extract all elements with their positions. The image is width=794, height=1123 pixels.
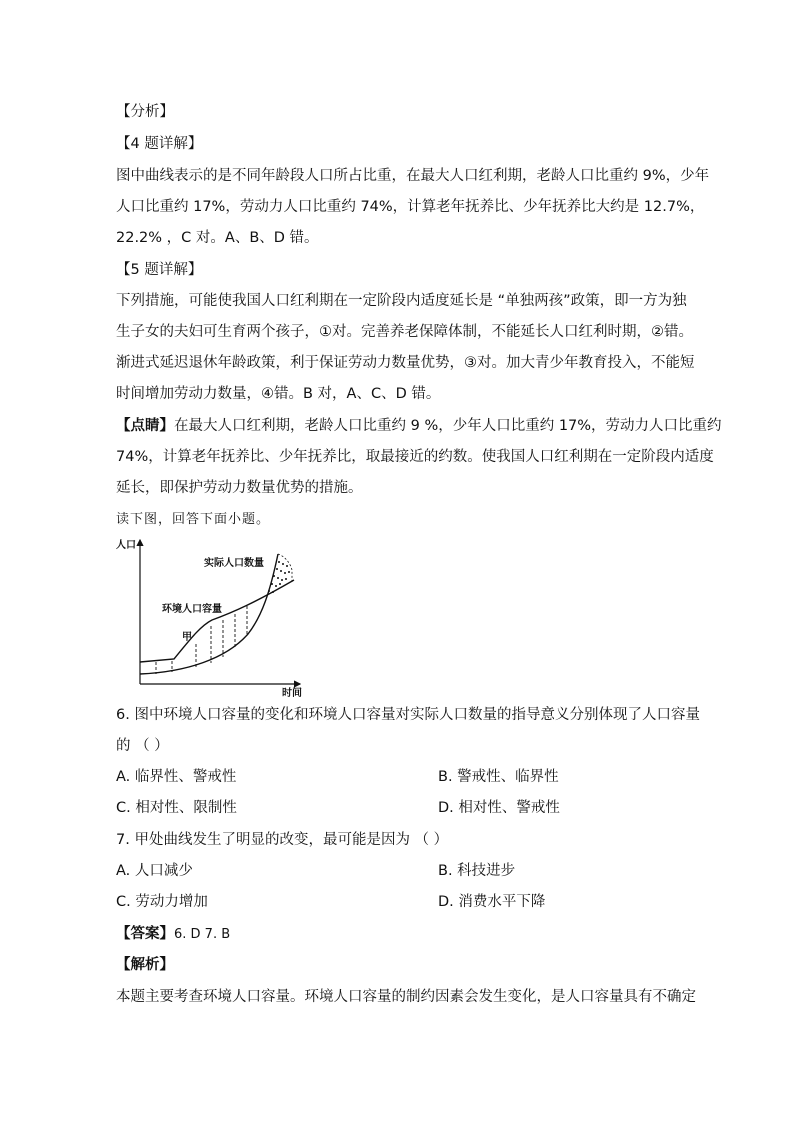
overshoot-region — [262, 556, 292, 598]
population-capacity-figure — [116, 534, 306, 700]
dianjing-text: 在最大人口红利期，老龄人口比重约 9 %，少年人口比重约 17%，劳动力人口比重约 — [174, 418, 722, 434]
jia-label: 甲 — [182, 632, 192, 643]
paragraph-line: 22.2% ，C 对。A、B、D 错。 — [116, 230, 319, 246]
q7-option-c: C. 劳动力增加 — [116, 894, 208, 910]
q6-option-b: B. 警戒性、临界性 — [438, 769, 559, 785]
overshoot-outline — [278, 554, 292, 582]
q7-option-a: A. 人口减少 — [116, 863, 193, 879]
section-q5-heading: 【5 题详解】 — [116, 262, 203, 278]
paragraph-line: 生子女的夫妇可生育两个孩子，①对。完善养老保障体制，不能延长人口红利时期，②错。 — [116, 324, 693, 340]
paragraph-line: 图中曲线表示的是不同年龄段人口所占比重，在最大人口红利期，老龄人口比重约 9%，少年 — [116, 168, 710, 184]
paragraph-line: 渐进式延迟退休年龄政策，利于保证劳动力数量优势，③对。加大青少年教育投入，不能短 — [116, 355, 695, 371]
answer-label: 【答案】 — [116, 926, 174, 942]
q6-option-c: C. 相对性、限制性 — [116, 800, 237, 816]
answer-text: 6. D 7. B — [174, 927, 231, 942]
paragraph-line: 下列措施，可能使我国人口红利期在一定阶段内适度延长是 “单独两孩”政策，即一方为独 — [116, 293, 687, 309]
analysis-text: 本题主要考查环境人口容量。环境人口容量的制约因素会发生变化，是人口容量具有不确定 — [116, 989, 696, 1005]
dianjing-label: 【点睛】 — [116, 418, 174, 434]
paragraph-line — [116, 416, 722, 436]
q7-stem: 7. 甲处曲线发生了明显的改变，最可能是因为 （ ） — [116, 832, 449, 848]
paragraph-line: 人口比重约 17%，劳动力人口比重约 74%，计算老年抚养比、少年抚养比大约是 12.7%， — [116, 199, 705, 215]
x-axis-label: 时间 — [282, 688, 302, 699]
capacity-curve — [140, 580, 294, 662]
analysis-heading: 【解析】 — [116, 957, 174, 973]
answer-line — [116, 924, 230, 945]
figure-instruction: 读下图，回答下面小题。 — [116, 512, 271, 527]
q6-stem: 6. 图中环境人口容量的变化和环境人口容量对实际人口数量的指导意义分别体现了人口容量 — [116, 707, 700, 723]
paragraph-line: 延长，即保护劳动力数量优势的措施。 — [116, 480, 363, 496]
q6-option-d: D. 相对性、警戒性 — [438, 800, 560, 816]
y-axis-label: 人口 — [116, 540, 136, 551]
paragraph-line: 时间增加劳动力数量，④错。B 对，A、C、D 错。 — [116, 386, 441, 402]
q6-option-a: A. 临界性、警戒性 — [116, 769, 237, 785]
paragraph-line: 74%，计算老年抚养比、少年抚养比，取最接近的约数。使我国人口红利期在一定阶段内适度 — [116, 449, 714, 465]
section-analysis-heading: 【分析】 — [116, 104, 174, 120]
q6-stem-cont: 的 （ ） — [116, 738, 169, 754]
q7-option-d: D. 消费水平下降 — [438, 894, 546, 910]
section-q4-heading: 【4 题详解】 — [116, 136, 203, 152]
capacity-label: 环境人口容量 — [162, 604, 222, 615]
actual-population-label: 实际人口数量 — [204, 558, 264, 569]
q7-option-b: B. 科技进步 — [438, 863, 516, 879]
